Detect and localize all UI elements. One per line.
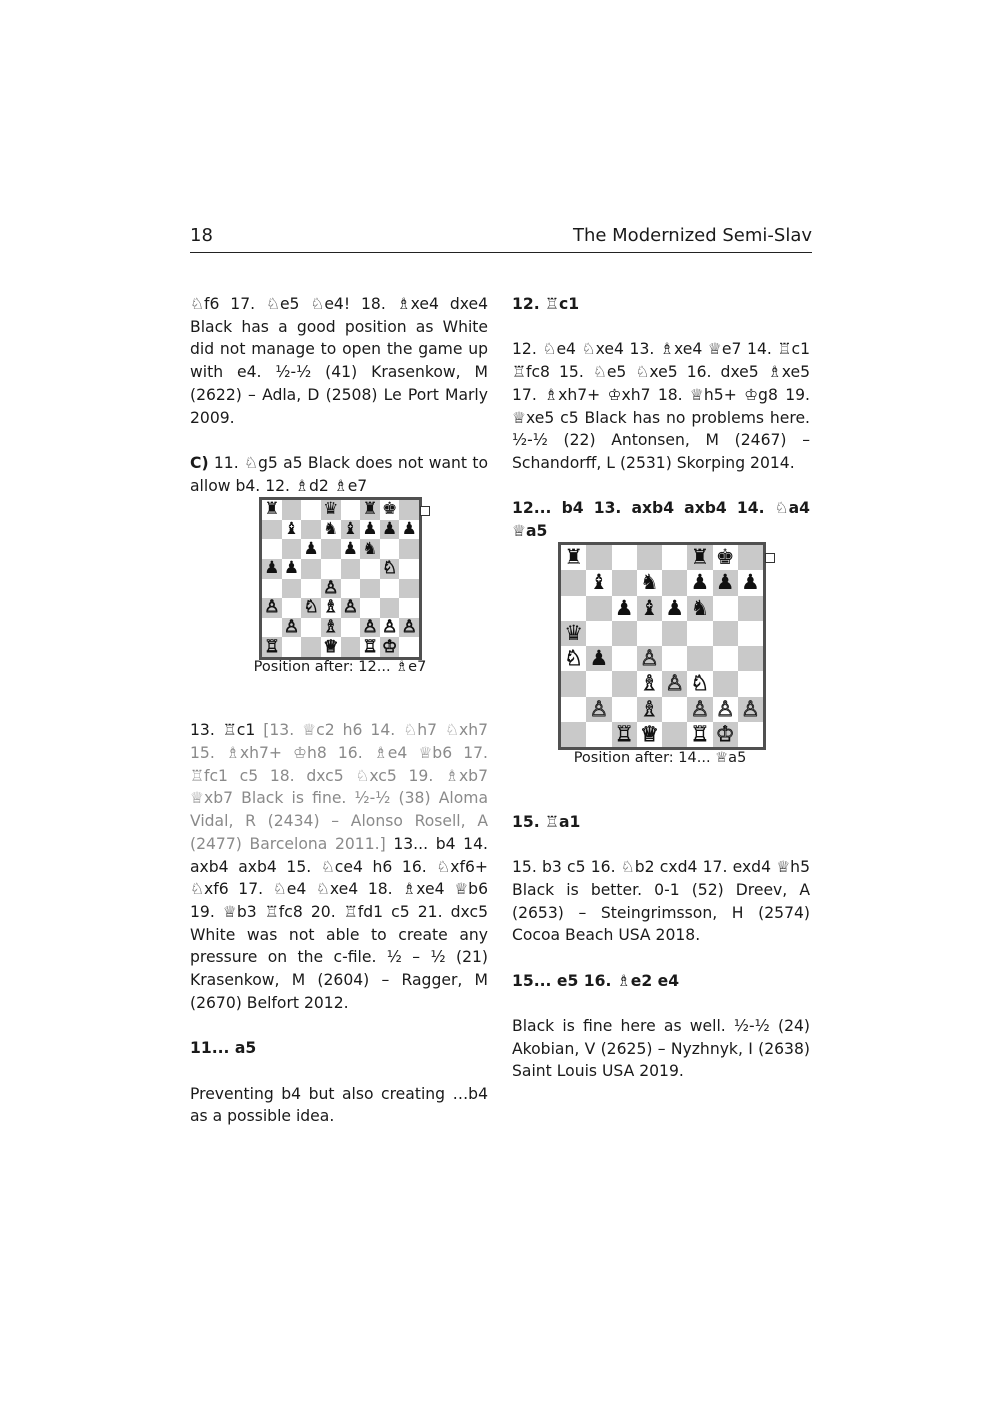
black-pawn-icon: ♟ [401, 518, 417, 539]
board-square [341, 539, 361, 559]
black-pawn-icon: ♟ [342, 538, 358, 559]
black-king-icon: ♚ [715, 545, 735, 570]
board-square [301, 559, 321, 579]
variation-label: C) [190, 453, 209, 472]
black-rook-icon: ♜ [264, 499, 280, 520]
board-square [713, 545, 738, 570]
board-square [399, 520, 419, 540]
black-pawn-icon: ♟ [381, 518, 398, 539]
board-square [399, 500, 419, 520]
white-pawn-icon: ♙ [639, 646, 659, 671]
board-square [561, 570, 586, 595]
board-square [321, 598, 341, 618]
board-square [282, 598, 302, 618]
board-square [561, 697, 586, 722]
black-rook-icon: ♜ [564, 545, 584, 570]
black-pawn-icon: ♟ [283, 558, 300, 579]
board-square [360, 559, 380, 579]
board-square [612, 596, 637, 621]
black-pawn-icon: ♟ [589, 646, 609, 671]
board-square [360, 500, 380, 520]
board-square [360, 539, 380, 559]
board-square [586, 671, 611, 696]
black-knight-icon: ♞ [690, 595, 710, 620]
board-square [360, 579, 380, 599]
board-square [612, 671, 637, 696]
board-square [687, 722, 712, 747]
chess-diagram-1 [259, 497, 422, 660]
board-square [282, 500, 302, 520]
variation-text: 11. ♘g5 a5 Black does not want to allow b4. 12. ♗d2 ♗e7 [190, 453, 488, 495]
board-square [586, 621, 611, 646]
text-paragraph: Preventing b4 but also creating …b4 as a possible idea. [190, 1084, 488, 1126]
board-square [637, 722, 662, 747]
white-pawn-icon: ♙ [715, 696, 735, 721]
board-square [561, 646, 586, 671]
white-rook-icon: ♖ [690, 721, 710, 746]
board-square [637, 671, 662, 696]
move-heading: 15. ♖a1 [512, 812, 581, 831]
board-square [586, 596, 611, 621]
board-square [713, 621, 738, 646]
white-rook-icon: ♖ [362, 636, 378, 657]
text-paragraph: ♘f6 17. ♘e5 ♘e4! 18. ♗xe4 dxe4 Black has a good position as White did not manage to open the game up with e4. ½-½ (41) Krasenkow, M (2622) – Adla, D (2508) Le Port Marly 2009. [190, 295, 488, 427]
board-square [738, 722, 763, 747]
board-square [262, 500, 282, 520]
side-to-move-icon [420, 506, 430, 516]
board-square [713, 596, 738, 621]
board-square [662, 697, 687, 722]
board-square [282, 559, 302, 579]
white-pawn-icon: ♙ [589, 696, 609, 721]
white-knight-icon: ♘ [564, 646, 584, 671]
book-title: The Modernized Semi-Slav [572, 225, 812, 246]
board-square [380, 637, 400, 657]
board-square [637, 621, 662, 646]
black-rook-icon: ♜ [362, 499, 378, 520]
board-square [586, 722, 611, 747]
white-knight-icon: ♘ [303, 597, 319, 618]
white-knight-icon: ♘ [381, 558, 398, 579]
board-square [321, 520, 341, 540]
board-square [662, 646, 687, 671]
board-square [612, 621, 637, 646]
board-square [662, 671, 687, 696]
black-pawn-icon: ♟ [264, 558, 280, 579]
black-pawn-icon: ♟ [303, 538, 319, 559]
board-square [561, 545, 586, 570]
black-knight-icon: ♞ [323, 518, 339, 539]
text-paragraph: 15. b3 c5 16. ♘b2 cxd4 17. exd4 ♕h5 Black is better. 0-1 (52) Dreev, A (2653) – Steingrimsson, H (2574) Cocoa Beach USA 2018. [512, 858, 810, 945]
board-square [341, 559, 361, 579]
board-square [637, 697, 662, 722]
board-square [662, 596, 687, 621]
board-square [687, 671, 712, 696]
board-square [399, 618, 419, 638]
black-pawn-icon: ♟ [740, 570, 760, 595]
board-square [713, 697, 738, 722]
board-square [612, 545, 637, 570]
white-bishop-icon: ♗ [639, 671, 659, 696]
black-queen-icon: ♛ [564, 620, 584, 645]
board-square [262, 637, 282, 657]
black-bishop-icon: ♝ [283, 518, 300, 539]
text-paragraph: Black is fine here as well. ½-½ (24) Akobian, V (2625) – Nyzhnyk, I (2638) Saint Louis USA 2019. [512, 1016, 810, 1081]
black-king-icon: ♚ [381, 499, 398, 520]
white-bishop-icon: ♗ [323, 597, 339, 618]
board-square [301, 500, 321, 520]
board-square [586, 570, 611, 595]
white-bishop-icon: ♗ [639, 696, 659, 721]
board-square [713, 722, 738, 747]
board-square [380, 539, 400, 559]
text-paragraph: 12. ♘e4 ♘xe4 13. ♗xe4 ♕e7 14. ♖c1 ♖fc8 15. ♘e5 ♘xe5 16. dxe5 ♗xe5 17. ♗xh7+ ♔xh7 18. ♕h5+ ♔g8 19. ♕xe5 c5 Black has no problems here. ½-½ (22) Antonsen, M (2467) – Schandorff, L (2531) Skorping 2014. [512, 340, 810, 472]
board-square [586, 545, 611, 570]
board-square [612, 570, 637, 595]
board-square [738, 596, 763, 621]
white-pawn-icon: ♙ [342, 597, 358, 618]
board-square [738, 545, 763, 570]
white-king-icon: ♔ [381, 636, 398, 657]
move-heading: 11... a5 [190, 1039, 257, 1058]
board-square [321, 579, 341, 599]
black-pawn-icon: ♟ [690, 570, 710, 595]
board-square [262, 559, 282, 579]
board-square [399, 598, 419, 618]
board-square [341, 637, 361, 657]
board-square [360, 637, 380, 657]
white-queen-icon: ♕ [639, 721, 659, 746]
black-knight-icon: ♞ [639, 570, 659, 595]
board-square [637, 646, 662, 671]
board-square [360, 618, 380, 638]
board-square [341, 618, 361, 638]
board-square [662, 722, 687, 747]
board-square [341, 579, 361, 599]
board-square [262, 520, 282, 540]
black-rook-icon: ♜ [690, 545, 710, 570]
board-square [586, 646, 611, 671]
board-square [662, 545, 687, 570]
board-square [282, 618, 302, 638]
white-queen-icon: ♕ [323, 636, 339, 657]
board-square [301, 598, 321, 618]
board-square [262, 598, 282, 618]
white-rook-icon: ♖ [264, 636, 280, 657]
board-square [380, 579, 400, 599]
board-square [262, 539, 282, 559]
board-square [321, 539, 341, 559]
board-square [612, 722, 637, 747]
board-square [561, 722, 586, 747]
board-square [738, 570, 763, 595]
board-square [321, 500, 341, 520]
move-heading: 15... e5 16. ♗e2 e4 [512, 971, 680, 990]
black-pawn-icon: ♟ [362, 518, 378, 539]
board-square [637, 570, 662, 595]
board-square [687, 646, 712, 671]
move-heading: 12. ♖c1 [512, 295, 580, 313]
side-to-move-icon [765, 553, 775, 563]
diagram-caption: Position after: 12... ♗e7 [253, 659, 427, 675]
board-square [738, 697, 763, 722]
white-pawn-icon: ♙ [690, 696, 710, 721]
board-square [301, 579, 321, 599]
board-square [561, 596, 586, 621]
board-square [687, 697, 712, 722]
board-square [301, 637, 321, 657]
black-pawn-icon: ♟ [614, 595, 634, 620]
board-square [713, 570, 738, 595]
board-square [380, 520, 400, 540]
board-square [301, 618, 321, 638]
black-queen-icon: ♛ [323, 499, 339, 520]
black-bishop-icon: ♝ [342, 518, 358, 539]
board-square [561, 671, 586, 696]
board-square [282, 520, 302, 540]
board-square [687, 545, 712, 570]
board-square [380, 618, 400, 638]
board-square [738, 671, 763, 696]
page-header [190, 224, 812, 253]
white-pawn-icon: ♙ [283, 617, 300, 638]
board-square [282, 637, 302, 657]
board-square [561, 621, 586, 646]
board-square [360, 520, 380, 540]
text-paragraph [190, 452, 488, 497]
board-square [738, 646, 763, 671]
white-pawn-icon: ♙ [323, 577, 339, 598]
board-square [380, 500, 400, 520]
board-square [341, 520, 361, 540]
left-column [190, 293, 488, 1128]
white-pawn-icon: ♙ [740, 696, 760, 721]
black-bishop-icon: ♝ [589, 570, 609, 595]
board-square [301, 520, 321, 540]
board-square [399, 539, 419, 559]
board-square [586, 697, 611, 722]
board-square [713, 646, 738, 671]
white-pawn-icon: ♙ [381, 617, 398, 638]
black-bishop-icon: ♝ [639, 595, 659, 620]
board-square [282, 579, 302, 599]
board-square [262, 579, 282, 599]
black-pawn-icon: ♟ [665, 595, 685, 620]
board-square [637, 545, 662, 570]
board-square [380, 598, 400, 618]
board-square [380, 559, 400, 579]
board-square [321, 637, 341, 657]
white-knight-icon: ♘ [690, 671, 710, 696]
board-square [713, 671, 738, 696]
board-square [637, 596, 662, 621]
white-pawn-icon: ♙ [401, 617, 417, 638]
white-rook-icon: ♖ [614, 721, 634, 746]
white-pawn-icon: ♙ [264, 597, 280, 618]
white-pawn-icon: ♙ [665, 671, 685, 696]
board-square [738, 621, 763, 646]
chess-diagram-2 [558, 542, 766, 750]
move-text: 13. ♖c1 [190, 721, 256, 740]
black-pawn-icon: ♟ [715, 570, 735, 595]
board-square [687, 621, 712, 646]
move-text: 13... b4 14. axb4 axb4 15. ♘ce4 h6 16. ♘xf6+ ♘xf6 17. ♘e4 ♘xe4 18. ♗xe4 ♕b6 19. ♕b3 ♖fc8 20. ♖fd1 c5 21. dxc5 White was not able to create any pressure on the c-file. ½ – ½ (21) Krasenkow, M (2604) – Ragger, M (2670) Belfort 2012. [190, 834, 488, 1012]
board-square [662, 570, 687, 595]
board-square [399, 637, 419, 657]
board-square [687, 596, 712, 621]
move-heading: 12... b4 13. axb4 axb4 14. ♘a4 ♕a5 [512, 499, 810, 540]
text-paragraph [190, 719, 488, 1014]
board-square [341, 500, 361, 520]
sideline-text: [13. ♕c2 h6 14. ♘h7 ♘xh7 15. ♗xh7+ ♔h8 16. ♗e4 ♕b6 17. ♖fc1 c5 18. dxc5 ♘xc5 19. ♗xb7 ♕xb7 Black is fine. ½-½ (38) Aloma Vidal, R (2434) – Alonso Rosell, A (2477) Barcelona 2011.] [190, 721, 489, 853]
board-square [360, 598, 380, 618]
board-square [399, 559, 419, 579]
white-pawn-icon: ♙ [362, 617, 378, 638]
board-square [282, 539, 302, 559]
board-square [399, 579, 419, 599]
board-square [687, 570, 712, 595]
board-square [341, 598, 361, 618]
black-knight-icon: ♞ [362, 538, 378, 559]
page-number: 18 [190, 225, 213, 246]
board-square [301, 539, 321, 559]
board-square [262, 618, 282, 638]
white-bishop-icon: ♗ [323, 617, 339, 638]
board-square [321, 559, 341, 579]
board-square [612, 646, 637, 671]
board-square [321, 618, 341, 638]
white-king-icon: ♔ [715, 721, 735, 746]
board-square [612, 697, 637, 722]
board-square [662, 621, 687, 646]
diagram-caption: Position after: 14... ♕a5 [573, 750, 747, 766]
